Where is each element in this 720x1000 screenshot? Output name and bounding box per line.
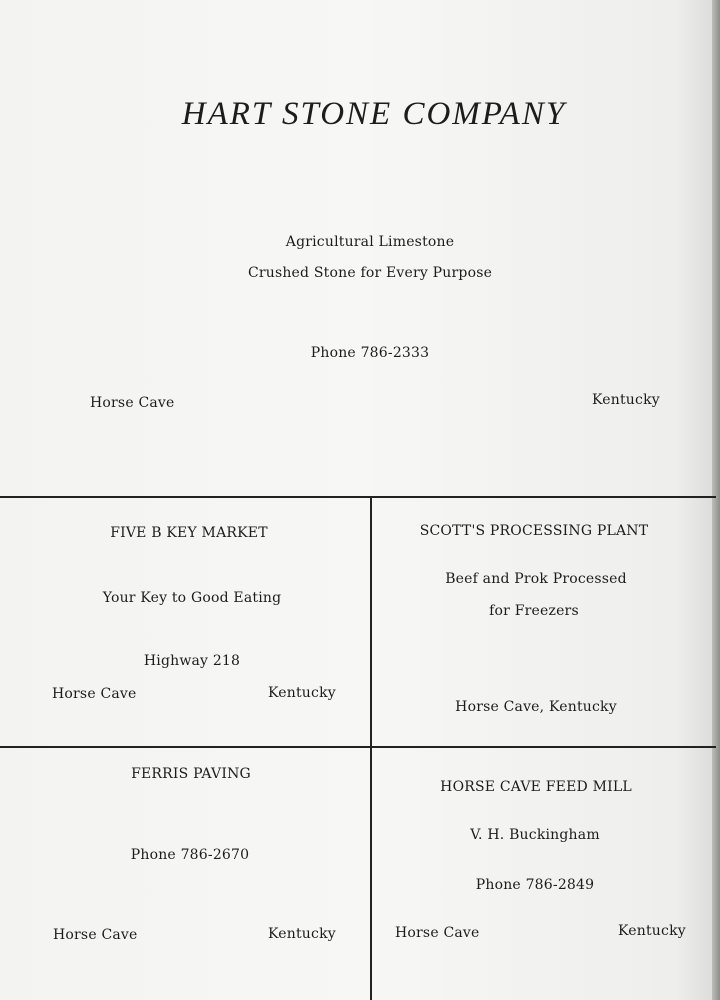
feedmill-title: HORSE CAVE FEED MILL bbox=[440, 779, 632, 795]
fiveb-city: Horse Cave bbox=[52, 686, 137, 702]
ferris-phone: Phone 786-2670 bbox=[130, 847, 250, 863]
feedmill-phone: Phone 786-2849 bbox=[475, 877, 595, 893]
hart-line2: Crushed Stone for Every Purpose bbox=[247, 265, 493, 281]
divider-horizontal-top bbox=[0, 496, 716, 498]
scotts-location: Horse Cave, Kentucky bbox=[455, 699, 617, 715]
feedmill-owner: V. H. Buckingham bbox=[470, 827, 600, 843]
fiveb-state: Kentucky bbox=[268, 685, 336, 701]
fiveb-address: Highway 218 bbox=[143, 653, 241, 669]
fiveb-title: FIVE B KEY MARKET bbox=[110, 525, 268, 541]
hart-line1: Agricultural Limestone bbox=[285, 234, 455, 250]
ferris-state: Kentucky bbox=[268, 926, 336, 942]
hart-state: Kentucky bbox=[592, 392, 660, 408]
hart-title: HART STONE COMPANY bbox=[181, 96, 567, 132]
feedmill-state: Kentucky bbox=[618, 923, 686, 939]
feedmill-city: Horse Cave bbox=[395, 925, 480, 941]
divider-vertical bbox=[370, 497, 372, 1000]
divider-horizontal-middle bbox=[0, 746, 716, 748]
scotts-line2: for Freezers bbox=[489, 603, 579, 619]
scotts-line1: Beef and Prok Processed bbox=[445, 571, 627, 587]
hart-phone: Phone 786-2333 bbox=[310, 345, 430, 361]
page-edge-shadow bbox=[712, 0, 720, 1000]
hart-city: Horse Cave bbox=[90, 395, 175, 411]
scotts-title: SCOTT'S PROCESSING PLANT bbox=[419, 523, 649, 539]
fiveb-slogan: Your Key to Good Eating bbox=[102, 590, 282, 606]
ferris-city: Horse Cave bbox=[53, 927, 138, 943]
ferris-title: FERRIS PAVING bbox=[131, 766, 251, 782]
